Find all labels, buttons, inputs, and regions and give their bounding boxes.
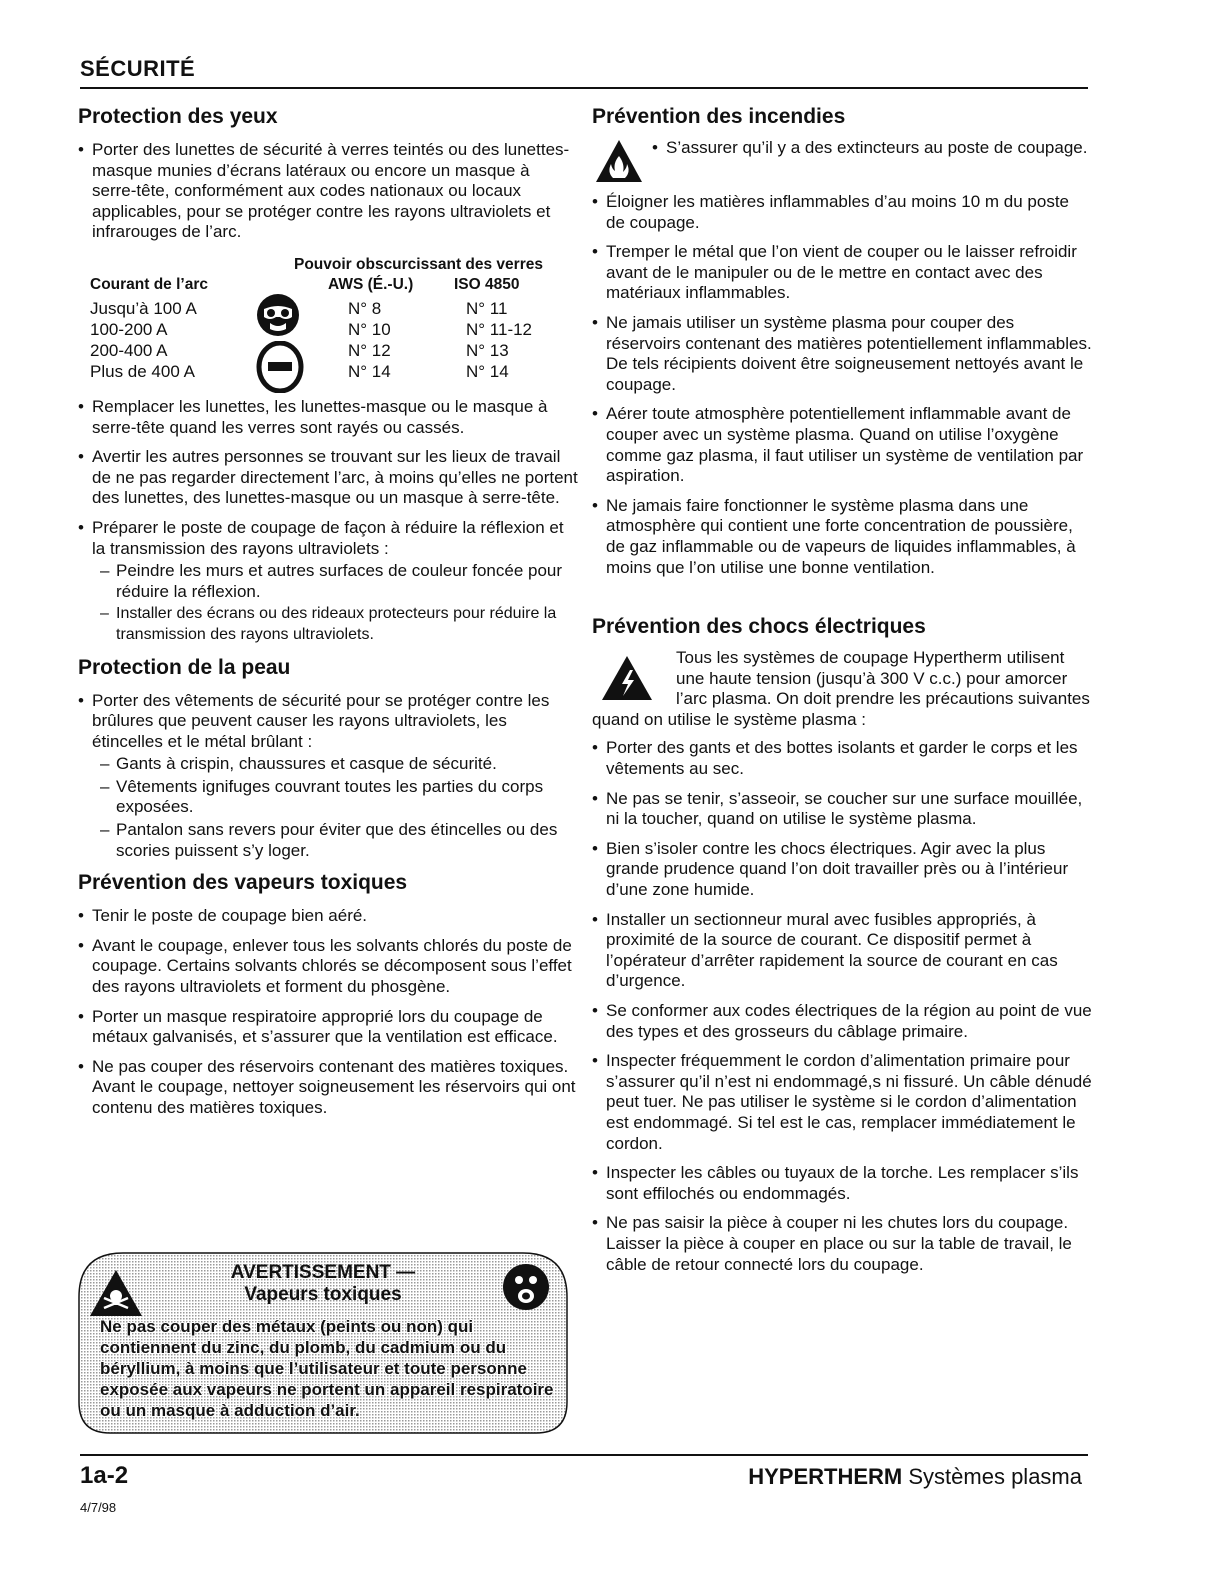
eye-bullet-list (78, 397, 578, 646)
fire-bullet: • Tremper le métal que l’on vient de couper ou le laisser refroidir avant de le manipuler ou de le mettre en contact avec des matériaux inflammables. (592, 242, 1092, 304)
skin-sub-item: – Vêtements ignifuges couvrant toutes les parties du corps exposées. (100, 777, 578, 818)
footer-rule (80, 1454, 1088, 1456)
fumes-bullet: • Porter un masque respiratoire approprié lors du coupage de métaux galvanisés, et s’assurer que la ventilation est efficace. (78, 1007, 578, 1048)
eye-bullet: • Remplacer les lunettes, les lunettes-masque ou le masque à serre-tête quand les verres sont rayés ou cassés. (78, 397, 578, 438)
fire-prevention-title: Prévention des incendies (592, 105, 846, 128)
skin-protection-title: Protection de la peau (78, 655, 291, 679)
shade-row-current: Jusqu’à 100 A (90, 298, 197, 318)
shade-col-aws: AWS (É.-U.) (328, 275, 414, 293)
eye-sub-item: – Peindre les murs et autres surfaces de couleur foncée pour réduire la réflexion. (100, 561, 578, 602)
shade-row-current: Plus de 400 A (90, 361, 195, 381)
shock-bullet: • Inspecter fréquemment le cordon d’alimentation primaire pour s’assurer qu’il n’est ni endommagé,s ni fissuré. Un câble dénudé peut tuer. Ne pas utiliser le système si le cordon d’alimentation est endommagé. Si tel est le cas, remplacer immédiatement le cordon. (592, 1051, 1092, 1154)
fire-warning-icon (594, 138, 644, 184)
goggles-icon (256, 293, 300, 337)
fumes-list (78, 906, 578, 1118)
warning-title-line1: AVERTISSEMENT — (230, 1262, 416, 1283)
shade-row-iso: N° 13 (466, 340, 509, 360)
fire-bullet: • Ne jamais utiliser un système plasma pour couper des réservoirs contenant des matières potentiellement inflammables. De tels récipients doivent être soigneusement nettoyés avant le coupage. (592, 313, 1092, 395)
fumes-bullet: • Ne pas couper des réservoirs contenant des matières toxiques. Avant le coupage, nettoyer soigneusement les réservoirs qui ont contenu des matières toxiques. (78, 1057, 578, 1119)
eye-bullet: • Avertir les autres personnes se trouvant sur les lieux de travail de ne pas regarder directement l’arc, à moins qu’elles ne portent des lunettes, des lunettes-masque ou un masque à serre-tête. (78, 447, 578, 509)
warning-title-line2: Vapeurs toxiques (244, 1284, 402, 1305)
shock-bullet: • Inspecter les câbles ou tuyaux de la torche. Les remplacer s’ils sont effilochés ou endommagés. (592, 1163, 1092, 1204)
toxic-fumes-warning-box (78, 1252, 568, 1434)
shock-bullet: • Installer un sectionneur mural avec fusibles appropriés, à proximité de la source de courant. Ce dispositif permet à l’opérateur d’arrêter rapidement la source de courant en cas d’urgence. (592, 910, 1092, 992)
fumes-title: Prévention des vapeurs toxiques (78, 871, 408, 895)
eye-sub-list (92, 561, 578, 645)
revision-date: 4/7/98 (80, 1500, 117, 1515)
eye-sub-item: – Installer des écrans ou des rideaux protecteurs pour réduire la transmission des rayons ultraviolets. (100, 604, 578, 645)
header-rule (80, 87, 1088, 89)
fire-first-item (592, 138, 1092, 182)
skin-bullet-text: Porter des vêtements de sécurité pour se protéger contre les brûlures que peuvent causer les rayons ultraviolets, les étincelles et le métal brûlant : (92, 690, 550, 751)
skin-sub-item: – Gants à crispin, chaussures et casque de sécurité. (100, 754, 578, 775)
shade-row-iso: N° 11-12 (466, 319, 533, 339)
shade-row-current: 100-200 A (90, 319, 168, 339)
eye-protection-title: Protection des yeux (78, 105, 278, 128)
section-title: SÉCURITÉ (80, 56, 196, 81)
fire-first-bullet: • S’assurer qu’il y a des extincteurs au poste de coupage. (652, 138, 1092, 159)
shade-group-header: Pouvoir obscurcissant des verres (294, 255, 543, 273)
shade-col-iso: ISO 4850 (454, 275, 520, 293)
shock-bullet: • Bien s’isoler contre les chocs électriques. Agir avec la plus grande prudence quand l’on doit travailler près ou à l’intérieur d’une zone humide. (592, 839, 1092, 901)
shade-table (78, 253, 578, 389)
fire-first-list (652, 138, 1092, 159)
warning-title (78, 1262, 568, 1306)
skin-list (78, 691, 578, 862)
fire-list (592, 192, 1092, 578)
shade-col-current: Courant de l’arc (90, 275, 208, 293)
shock-intro-block (592, 648, 1092, 730)
shock-intro-text: Tous les systèmes de coupage Hypertherm utilisent une haute tension (jusqu’à 300 V c.c.) pour amorcer l’arc plasma. On doit prendre les précautions suivantes quand on utilise le système plasma : (592, 648, 1090, 729)
page-number: 1a-2 (80, 1462, 129, 1489)
shock-bullet: • Ne pas saisir la pièce à couper ni les chutes lors du coupage. Laisser la pièce à couper en place ou sur la table de travail, le câble de retour connecté lors du coupage. (592, 1213, 1092, 1275)
left-column (78, 104, 578, 1128)
shade-row-iso: N° 14 (466, 361, 509, 381)
shade-row-aws: N° 14 (348, 361, 391, 381)
shade-row-iso: N° 11 (466, 298, 508, 318)
shade-row-aws: N° 8 (348, 298, 382, 318)
eye-bullet-text: Préparer le poste de coupage de façon à réduire la réflexion et la transmission des rayons ultraviolets : (92, 517, 564, 558)
electric-shock-warning-icon (600, 654, 654, 702)
fire-bullet: • Aérer toute atmosphère potentiellement inflammable avant de couper avec un système plasma. Quand on utilise l’oxygène comme gaz plasma, il faut utiliser un système de ventilation par aspiration. (592, 404, 1092, 486)
eye-intro-item: • Porter des lunettes de sécurité à verres teintés ou des lunettes-masque munies d’écrans latéraux ou encore un masque à serre-tête, conformément aux codes nationaux ou locaux applicables, pour se protéger contre les rayons ultraviolets et infrarouges de l’arc. (78, 140, 578, 243)
product-name: Systèmes plasma (908, 1464, 1082, 1489)
shade-row-current: 200-400 A (90, 340, 168, 360)
fire-bullet: • Éloigner les matières inflammables d’au moins 10 m du poste de coupage. (592, 192, 1092, 233)
skin-bullet (78, 691, 578, 862)
shock-bullet: • Porter des gants et des bottes isolants et garder le corps et les vêtements au sec. (592, 738, 1092, 779)
warning-text: Ne pas couper des métaux (peints ou non) qui contiennent du zinc, du plomb, du cadmium ou du béryllium, à moins que l’utilisateur et toute personne exposée aux vapeurs ne portent un appareil respiratoire ou un masque à adduction d’air. (100, 1317, 554, 1420)
skin-sub-list (92, 754, 578, 861)
brand-name: HYPERTHERM (748, 1464, 903, 1489)
shade-row-aws: N° 12 (348, 340, 391, 360)
fire-bullet: • Ne jamais faire fonctionner le système plasma dans une atmosphère qui contient une forte concentration de poussière, de gaz inflammable ou de vapeurs de liquides inflammables, à moins que l’on utilise une bonne ventilation. (592, 496, 1092, 578)
eye-bullet (78, 518, 578, 646)
face-shield-icon (256, 341, 304, 393)
right-column (592, 104, 1092, 1284)
skin-sub-item: – Pantalon sans revers pour éviter que des étincelles ou des scories puissent s’y loger. (100, 820, 578, 861)
shade-row-aws: N° 10 (348, 319, 391, 339)
footer-brand (748, 1464, 1082, 1490)
fumes-bullet: • Avant le coupage, enlever tous les solvants chlorés du poste de coupage. Certains solvants chlorés se décomposent sous l’effet des rayons ultraviolets et forment du phosgène. (78, 936, 578, 998)
fumes-bullet: • Tenir le poste de coupage bien aéré. (78, 906, 578, 927)
eye-intro-list (78, 140, 578, 243)
shock-bullet: • Se conformer aux codes électriques de la région au point de vue des types et des grosseurs du câblage primaire. (592, 1001, 1092, 1042)
shock-bullet: • Ne pas se tenir, s’asseoir, se coucher sur une surface mouillée, ni la toucher, quand on utilise le système plasma. (592, 789, 1092, 830)
shock-prevention-title: Prévention des chocs électriques (592, 615, 926, 639)
shock-list (592, 738, 1092, 1275)
